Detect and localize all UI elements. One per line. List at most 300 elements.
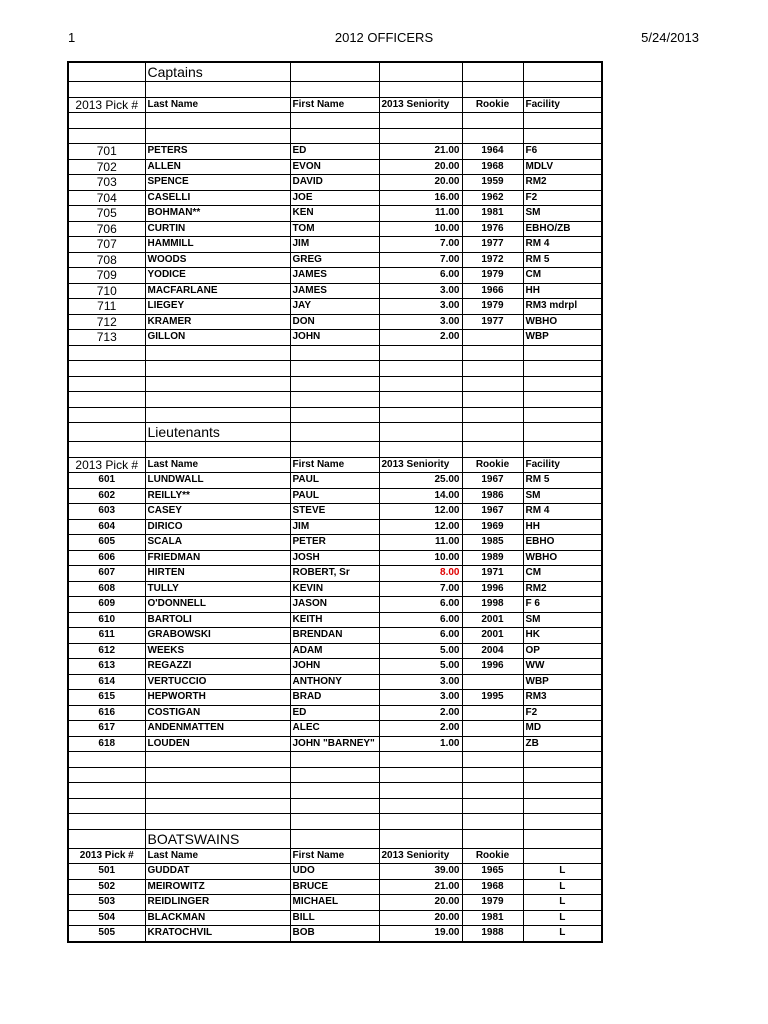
last-name-cell: CASELLI	[145, 190, 290, 206]
pick-cell: 615	[68, 690, 145, 706]
table-row	[68, 283, 602, 299]
rookie-cell: 1977	[462, 237, 523, 253]
pick-cell: 713	[68, 330, 145, 346]
empty-cell	[379, 798, 462, 814]
empty-cell	[379, 392, 462, 408]
table-row	[68, 926, 602, 942]
table-row	[68, 237, 602, 253]
empty-cell	[379, 113, 462, 129]
rookie-cell: 1981	[462, 206, 523, 222]
empty-cell	[290, 361, 379, 377]
last-name-cell: REILLY**	[145, 488, 290, 504]
empty-cell	[145, 376, 290, 392]
facility-cell: WBP	[523, 674, 602, 690]
rookie-cell: 1977	[462, 314, 523, 330]
last-name-cell: SPENCE	[145, 175, 290, 191]
first-name-cell: KEN	[290, 206, 379, 222]
empty-cell	[523, 128, 602, 144]
table-row	[68, 175, 602, 191]
table-row	[68, 674, 602, 690]
rookie-cell: 1967	[462, 504, 523, 520]
empty-cell	[462, 392, 523, 408]
rookie-cell: 1979	[462, 895, 523, 911]
empty-row	[68, 767, 602, 783]
empty-cell	[462, 361, 523, 377]
empty-row	[68, 113, 602, 129]
pick-cell: 611	[68, 628, 145, 644]
pick-cell: 708	[68, 252, 145, 268]
last-name-cell: YODICE	[145, 268, 290, 284]
facility-cell: CM	[523, 268, 602, 284]
seniority-cell: 12.00	[379, 519, 462, 535]
empty-row	[68, 392, 602, 408]
last-name-cell: SCALA	[145, 535, 290, 551]
seniority-cell: 2.00	[379, 330, 462, 346]
last-name-cell: O'DONNELL	[145, 597, 290, 613]
seniority-cell: 10.00	[379, 221, 462, 237]
seniority-cell: 20.00	[379, 895, 462, 911]
table-row	[68, 314, 602, 330]
last-name-cell: ANDENMATTEN	[145, 721, 290, 737]
empty-cell	[379, 407, 462, 423]
empty-cell	[462, 442, 523, 458]
empty-cell	[523, 767, 602, 783]
rookie-cell	[462, 705, 523, 721]
section-title-row	[68, 423, 602, 442]
table-row	[68, 705, 602, 721]
empty-row	[68, 798, 602, 814]
empty-cell	[462, 113, 523, 129]
pick-cell: 616	[68, 705, 145, 721]
empty-row	[68, 442, 602, 458]
column-header-row	[68, 97, 602, 113]
last-name-cell: REIDLINGER	[145, 895, 290, 911]
first-name-cell: JOHN	[290, 330, 379, 346]
table-row	[68, 268, 602, 284]
col-header-seniority: 2013 Seniority	[379, 457, 462, 473]
table-row	[68, 473, 602, 489]
last-name-cell: GILLON	[145, 330, 290, 346]
empty-cell	[523, 752, 602, 768]
empty-cell	[462, 798, 523, 814]
empty-cell	[290, 392, 379, 408]
empty-row	[68, 407, 602, 423]
last-name-cell: COSTIGAN	[145, 705, 290, 721]
first-name-cell: TOM	[290, 221, 379, 237]
empty-cell	[379, 62, 462, 82]
rookie-cell: 1996	[462, 581, 523, 597]
first-name-cell: ADAM	[290, 643, 379, 659]
col-header-rookie: Rookie	[462, 457, 523, 473]
section-title-row	[68, 62, 602, 82]
col-header-pick: 2013 Pick #	[68, 848, 145, 864]
last-name-cell: FRIEDMAN	[145, 550, 290, 566]
facility-cell: HK	[523, 628, 602, 644]
empty-cell	[145, 767, 290, 783]
empty-cell	[523, 113, 602, 129]
last-name-cell: BOHMAN**	[145, 206, 290, 222]
table-row	[68, 159, 602, 175]
last-name-cell: KRATOCHVIL	[145, 926, 290, 942]
pick-cell: 709	[68, 268, 145, 284]
last-name-cell: ALLEN	[145, 159, 290, 175]
last-name-cell: HEPWORTH	[145, 690, 290, 706]
empty-cell	[68, 113, 145, 129]
facility-cell: F6	[523, 144, 602, 160]
col-header-first: First Name	[290, 457, 379, 473]
empty-cell	[68, 814, 145, 830]
first-name-cell: JIM	[290, 237, 379, 253]
table-row	[68, 736, 602, 752]
captains-title: Captains	[145, 62, 290, 82]
pick-cell: 701	[68, 144, 145, 160]
pick-cell: 618	[68, 736, 145, 752]
last-name-cell: HAMMILL	[145, 237, 290, 253]
rookie-cell	[462, 721, 523, 737]
column-header-row	[68, 457, 602, 473]
empty-cell	[145, 82, 290, 98]
page-date: 5/24/2013	[641, 30, 699, 45]
last-name-cell: CURTIN	[145, 221, 290, 237]
facility-cell: SM	[523, 612, 602, 628]
empty-cell	[290, 345, 379, 361]
first-name-cell: UDO	[290, 864, 379, 880]
seniority-cell: 2.00	[379, 721, 462, 737]
empty-cell	[68, 392, 145, 408]
pick-cell: 609	[68, 597, 145, 613]
table-row	[68, 581, 602, 597]
seniority-cell: 3.00	[379, 283, 462, 299]
column-header-row	[68, 848, 602, 864]
table-row	[68, 252, 602, 268]
table-row	[68, 550, 602, 566]
empty-cell	[523, 376, 602, 392]
empty-cell	[145, 128, 290, 144]
empty-cell	[462, 752, 523, 768]
first-name-cell: ALEC	[290, 721, 379, 737]
pick-cell: 605	[68, 535, 145, 551]
rookie-cell: 1989	[462, 550, 523, 566]
table-row	[68, 566, 602, 582]
empty-cell	[379, 442, 462, 458]
empty-cell	[523, 82, 602, 98]
facility-cell: OP	[523, 643, 602, 659]
last-name-cell: TULLY	[145, 581, 290, 597]
empty-cell	[523, 392, 602, 408]
table-row	[68, 330, 602, 346]
empty-cell	[68, 798, 145, 814]
first-name-cell: PAUL	[290, 488, 379, 504]
empty-cell	[290, 814, 379, 830]
empty-cell	[68, 423, 145, 442]
col-header-last: Last Name	[145, 457, 290, 473]
empty-row	[68, 814, 602, 830]
empty-cell	[523, 829, 602, 848]
rookie-cell: 1996	[462, 659, 523, 675]
empty-cell	[145, 392, 290, 408]
empty-cell	[68, 82, 145, 98]
rookie-cell: 1959	[462, 175, 523, 191]
empty-cell	[523, 783, 602, 799]
last-name-cell: DIRICO	[145, 519, 290, 535]
empty-cell	[68, 767, 145, 783]
facility-cell: EBHO	[523, 535, 602, 551]
facility-cell: L	[523, 926, 602, 942]
last-name-cell: WEEKS	[145, 643, 290, 659]
empty-cell	[379, 376, 462, 392]
empty-cell	[68, 62, 145, 82]
seniority-cell: 6.00	[379, 612, 462, 628]
col-header-last: Last Name	[145, 848, 290, 864]
table-row	[68, 612, 602, 628]
seniority-cell: 6.00	[379, 597, 462, 613]
facility-cell: L	[523, 895, 602, 911]
rookie-cell: 1969	[462, 519, 523, 535]
rookie-cell	[462, 330, 523, 346]
seniority-cell: 10.00	[379, 550, 462, 566]
pick-cell: 711	[68, 299, 145, 315]
empty-cell	[290, 407, 379, 423]
table-row	[68, 643, 602, 659]
empty-row	[68, 752, 602, 768]
seniority-cell: 16.00	[379, 190, 462, 206]
empty-cell	[462, 814, 523, 830]
table-row	[68, 721, 602, 737]
col-header-rookie: Rookie	[462, 97, 523, 113]
pick-cell: 501	[68, 864, 145, 880]
seniority-cell: 3.00	[379, 690, 462, 706]
seniority-cell: 6.00	[379, 628, 462, 644]
pick-cell: 712	[68, 314, 145, 330]
rookie-cell: 1967	[462, 473, 523, 489]
last-name-cell: HIRTEN	[145, 566, 290, 582]
pick-cell: 502	[68, 879, 145, 895]
boatswains-title: BOATSWAINS	[145, 829, 290, 848]
seniority-cell: 25.00	[379, 473, 462, 489]
empty-cell	[290, 113, 379, 129]
empty-cell	[145, 814, 290, 830]
empty-cell	[68, 829, 145, 848]
facility-cell: WBHO	[523, 550, 602, 566]
table-row	[68, 628, 602, 644]
seniority-cell: 3.00	[379, 299, 462, 315]
empty-cell	[379, 82, 462, 98]
empty-cell	[523, 407, 602, 423]
rookie-cell: 1995	[462, 690, 523, 706]
empty-row	[68, 345, 602, 361]
table-row	[68, 299, 602, 315]
empty-cell	[145, 442, 290, 458]
empty-cell	[145, 407, 290, 423]
empty-cell	[68, 345, 145, 361]
facility-cell: MD	[523, 721, 602, 737]
first-name-cell: JOSH	[290, 550, 379, 566]
empty-cell	[379, 423, 462, 442]
facility-cell: RM 4	[523, 237, 602, 253]
facility-cell: L	[523, 864, 602, 880]
first-name-cell: JOE	[290, 190, 379, 206]
empty-cell	[462, 62, 523, 82]
table-row	[68, 879, 602, 895]
first-name-cell: JAMES	[290, 283, 379, 299]
first-name-cell: STEVE	[290, 504, 379, 520]
first-name-cell: PETER	[290, 535, 379, 551]
first-name-cell: KEVIN	[290, 581, 379, 597]
empty-cell	[523, 361, 602, 377]
facility-cell: RM 4	[523, 504, 602, 520]
rookie-cell: 1979	[462, 299, 523, 315]
first-name-cell: DAVID	[290, 175, 379, 191]
empty-cell	[68, 783, 145, 799]
seniority-cell: 11.00	[379, 535, 462, 551]
last-name-cell: MACFARLANE	[145, 283, 290, 299]
table-row	[68, 535, 602, 551]
empty-row	[68, 783, 602, 799]
pick-cell: 613	[68, 659, 145, 675]
pick-cell: 704	[68, 190, 145, 206]
col-header-facility: Facility	[523, 457, 602, 473]
last-name-cell: CASEY	[145, 504, 290, 520]
empty-cell	[379, 752, 462, 768]
empty-cell	[145, 798, 290, 814]
col-header-pick: 2013 Pick #	[68, 457, 145, 473]
last-name-cell: GUDDAT	[145, 864, 290, 880]
last-name-cell: REGAZZI	[145, 659, 290, 675]
last-name-cell: GRABOWSKI	[145, 628, 290, 644]
last-name-cell: MEIROWITZ	[145, 879, 290, 895]
pick-cell: 608	[68, 581, 145, 597]
empty-row	[68, 376, 602, 392]
last-name-cell: KRAMER	[145, 314, 290, 330]
col-header-seniority: 2013 Seniority	[379, 97, 462, 113]
empty-cell	[523, 442, 602, 458]
pick-cell: 702	[68, 159, 145, 175]
seniority-cell: 8.00	[379, 566, 462, 582]
empty-cell	[462, 128, 523, 144]
empty-cell	[290, 767, 379, 783]
table-row	[68, 910, 602, 926]
pick-cell: 614	[68, 674, 145, 690]
empty-cell	[462, 407, 523, 423]
pick-cell: 602	[68, 488, 145, 504]
rookie-cell	[462, 674, 523, 690]
pick-cell: 606	[68, 550, 145, 566]
first-name-cell: JAY	[290, 299, 379, 315]
page-title: 2012 OFFICERS	[334, 30, 434, 45]
empty-cell	[290, 423, 379, 442]
seniority-cell: 1.00	[379, 736, 462, 752]
pick-cell: 617	[68, 721, 145, 737]
last-name-cell: BARTOLI	[145, 612, 290, 628]
officers-table	[67, 61, 603, 943]
rookie-cell: 1964	[462, 144, 523, 160]
facility-cell: RM3	[523, 690, 602, 706]
empty-row	[68, 82, 602, 98]
seniority-cell: 39.00	[379, 864, 462, 880]
col-header-seniority: 2013 Seniority	[379, 848, 462, 864]
seniority-cell: 20.00	[379, 175, 462, 191]
first-name-cell: JOHN "BARNEY"	[290, 736, 379, 752]
first-name-cell: DON	[290, 314, 379, 330]
table-row	[68, 190, 602, 206]
col-header-first: First Name	[290, 848, 379, 864]
pick-cell: 706	[68, 221, 145, 237]
first-name-cell: EVON	[290, 159, 379, 175]
empty-cell	[523, 814, 602, 830]
pick-cell: 610	[68, 612, 145, 628]
seniority-cell: 7.00	[379, 237, 462, 253]
empty-cell	[523, 423, 602, 442]
rookie-cell: 2001	[462, 628, 523, 644]
facility-cell: L	[523, 910, 602, 926]
empty-cell	[462, 783, 523, 799]
table-row	[68, 144, 602, 160]
empty-cell	[462, 829, 523, 848]
empty-cell	[290, 783, 379, 799]
first-name-cell: ED	[290, 144, 379, 160]
empty-cell	[462, 345, 523, 361]
empty-cell	[145, 783, 290, 799]
rookie-cell: 1971	[462, 566, 523, 582]
first-name-cell: JOHN	[290, 659, 379, 675]
pick-cell: 612	[68, 643, 145, 659]
rookie-cell: 1962	[462, 190, 523, 206]
empty-cell	[145, 113, 290, 129]
pick-cell: 604	[68, 519, 145, 535]
pick-cell: 707	[68, 237, 145, 253]
empty-cell	[145, 361, 290, 377]
facility-cell: RM 5	[523, 473, 602, 489]
last-name-cell: BLACKMAN	[145, 910, 290, 926]
rookie-cell: 2004	[462, 643, 523, 659]
first-name-cell: BRENDAN	[290, 628, 379, 644]
empty-cell	[379, 814, 462, 830]
rookie-cell: 1986	[462, 488, 523, 504]
rookie-cell: 1965	[462, 864, 523, 880]
first-name-cell: BILL	[290, 910, 379, 926]
facility-cell: HH	[523, 283, 602, 299]
facility-cell: WBP	[523, 330, 602, 346]
empty-cell	[523, 345, 602, 361]
first-name-cell: MICHAEL	[290, 895, 379, 911]
seniority-cell: 12.00	[379, 504, 462, 520]
empty-cell	[379, 783, 462, 799]
empty-cell	[145, 345, 290, 361]
table-row	[68, 597, 602, 613]
rookie-cell: 2001	[462, 612, 523, 628]
table-row	[68, 519, 602, 535]
first-name-cell: GREG	[290, 252, 379, 268]
last-name-cell: LOUDEN	[145, 736, 290, 752]
rookie-cell: 1985	[462, 535, 523, 551]
pick-cell: 601	[68, 473, 145, 489]
facility-cell: L	[523, 879, 602, 895]
empty-cell	[68, 407, 145, 423]
seniority-cell: 5.00	[379, 643, 462, 659]
empty-cell	[290, 82, 379, 98]
seniority-cell: 3.00	[379, 314, 462, 330]
last-name-cell: LIEGEY	[145, 299, 290, 315]
seniority-cell: 7.00	[379, 581, 462, 597]
empty-cell	[68, 361, 145, 377]
seniority-cell: 11.00	[379, 206, 462, 222]
empty-cell	[462, 82, 523, 98]
first-name-cell: BRAD	[290, 690, 379, 706]
facility-cell: SM	[523, 206, 602, 222]
rookie-cell: 1968	[462, 879, 523, 895]
rookie-cell: 1966	[462, 283, 523, 299]
empty-cell	[379, 767, 462, 783]
